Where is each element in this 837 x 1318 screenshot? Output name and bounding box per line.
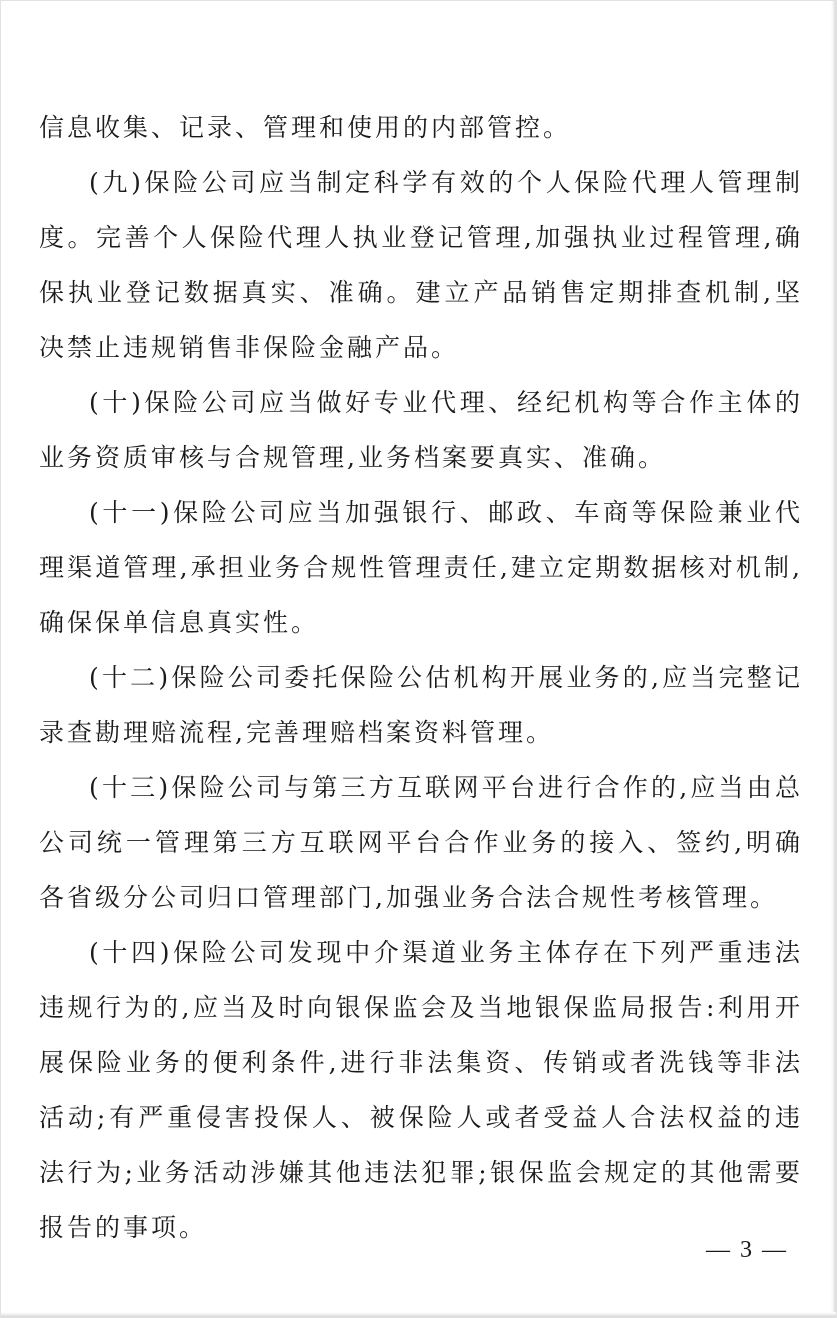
document-body	[39, 100, 803, 1255]
paragraph-item-9: (九)保险公司应当制定科学有效的个人保险代理人管理制度。完善个人保险代理人执业登记管理,加强执业过程管理,确保执业登记数据真实、准确。建立产品销售定期排查机制,坚决禁止违规销售非保险金融产品。	[39, 168, 803, 362]
paragraph-item-13: (十三)保险公司与第三方互联网平台进行合作的,应当由总公司统一管理第三方互联网平台合作业务的接入、签约,明确各省级分公司归口管理部门,加强业务合法合规性考核管理。	[39, 773, 803, 912]
paragraph-item-12: (十二)保险公司委托保险公估机构开展业务的,应当完整记录查勘理赔流程,完善理赔档案资料管理。	[39, 663, 803, 747]
paragraph-item-11: (十一)保险公司应当加强银行、邮政、车商等保险兼业代理渠道管理,承担业务合规性管理责任,建立定期数据核对机制,确保保单信息真实性。	[39, 498, 803, 637]
page-number: — 3 —	[706, 1237, 788, 1263]
paragraph-item-14: (十四)保险公司发现中介渠道业务主体存在下列严重违法违规行为的,应当及时向银保监会及当地银保监局报告:利用开展保险业务的便利条件,进行非法集资、传销或者洗钱等非法活动;有严重侵害投保人、被保险人或者受益人合法权益的违法行为;业务活动涉嫌其他违法犯罪;银保监会规定的其他需要报告的事项。	[39, 938, 803, 1242]
paragraph-item-10: (十)保险公司应当做好专业代理、经纪机构等合作主体的业务资质审核与合规管理,业务档案要真实、准确。	[39, 388, 803, 472]
paragraph-continuation: 信息收集、记录、管理和使用的内部管控。	[39, 113, 572, 142]
